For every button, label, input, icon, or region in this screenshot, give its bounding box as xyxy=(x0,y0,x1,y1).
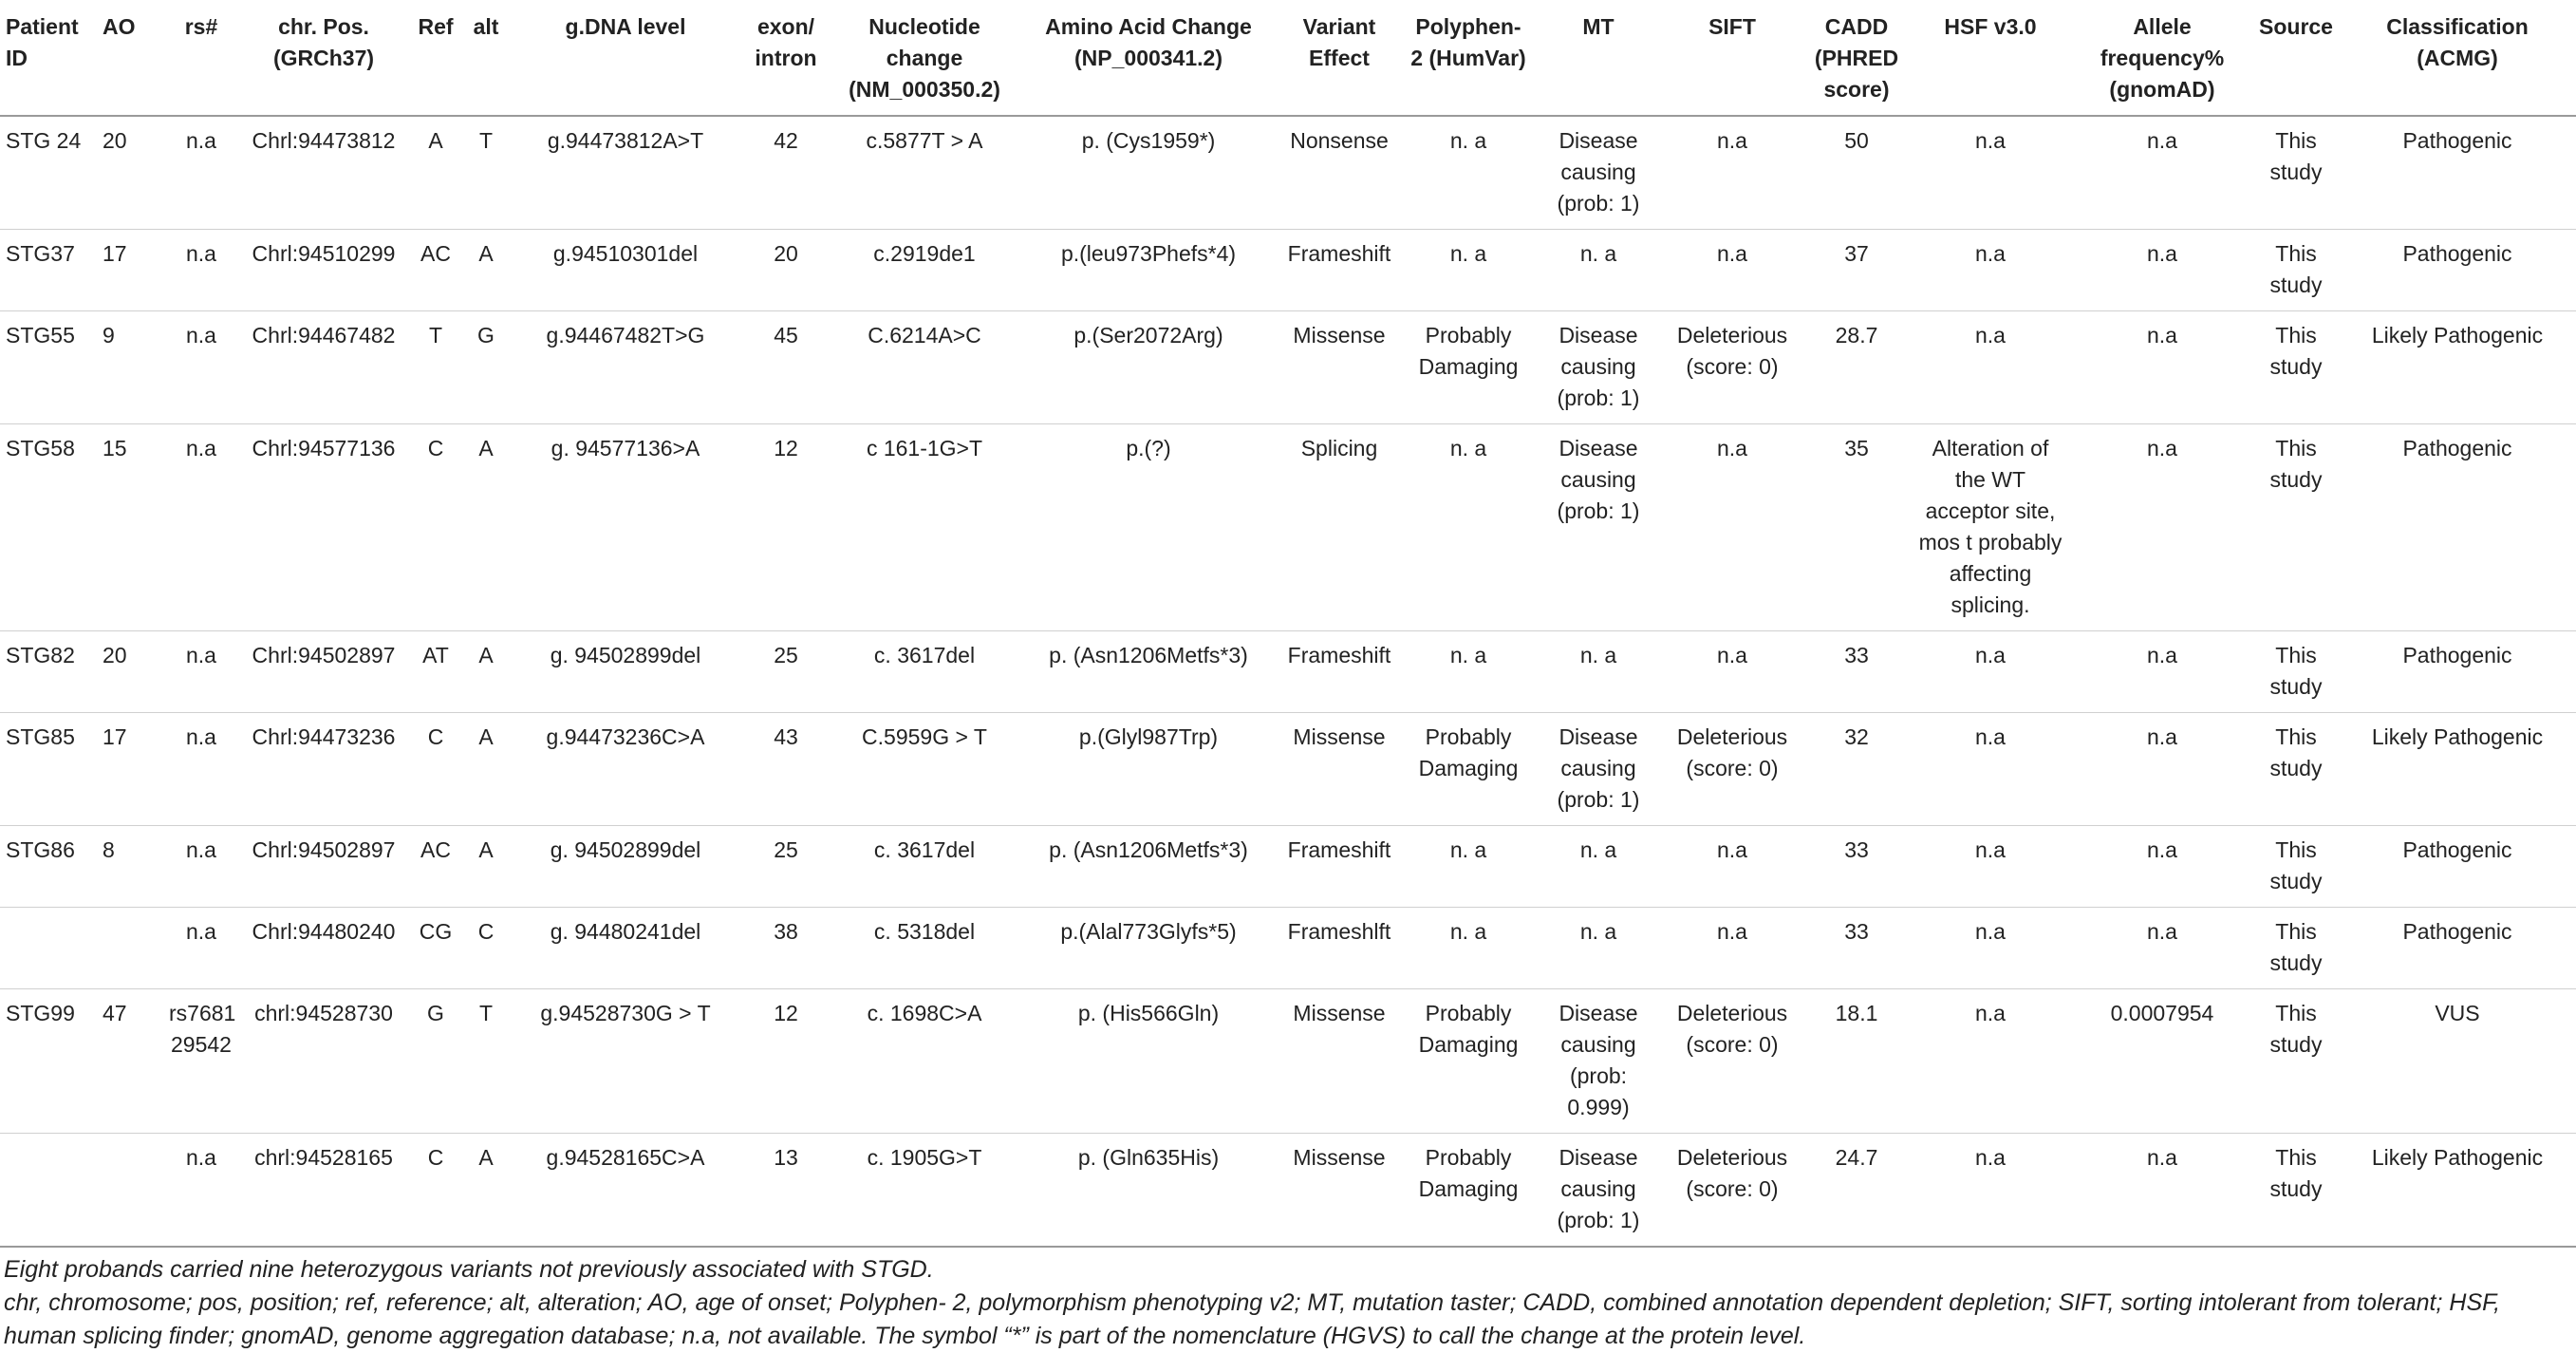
table-cell: T xyxy=(408,311,463,424)
table-cell: p.(Ser2072Arg) xyxy=(1019,311,1278,424)
table-cell: G xyxy=(463,311,509,424)
table-cell: 18.1 xyxy=(1803,989,1910,1134)
table-cell: g.94528165C>A xyxy=(509,1134,742,1248)
table-cell: Chrl:94480240 xyxy=(239,908,408,989)
table-cell: A xyxy=(463,713,509,826)
table-cell: Likely Pathogenic xyxy=(2339,1134,2576,1248)
table-cell: n.a xyxy=(2071,908,2253,989)
table-cell: p. (Asn1206Metfs*3) xyxy=(1019,631,1278,713)
table-cell: n.a xyxy=(1910,908,2071,989)
table-cell: g. 94502899del xyxy=(509,826,742,908)
table-cell: chrl:94528165 xyxy=(239,1134,408,1248)
table-cell: Chrl:94473236 xyxy=(239,713,408,826)
table-cell: A xyxy=(463,1134,509,1248)
header-cell: Polyphen- 2 (HumVar) xyxy=(1401,0,1536,116)
table-cell: c. 1698C>A xyxy=(830,989,1019,1134)
table-cell: 25 xyxy=(742,826,830,908)
header-cell: Allele frequency% (gnomAD) xyxy=(2071,0,2253,116)
table-cell: p.(Glyl987Trp) xyxy=(1019,713,1278,826)
table-cell: Likely Pathogenic xyxy=(2339,311,2576,424)
table-cell: 47 xyxy=(97,989,163,1134)
table-cell: g.94467482T>G xyxy=(509,311,742,424)
table-cell: C.6214A>C xyxy=(830,311,1019,424)
table-cell: g.94473812A>T xyxy=(509,116,742,230)
table-cell: STG 24 xyxy=(0,116,97,230)
table-cell: n.a xyxy=(163,631,239,713)
table-cell: n.a xyxy=(1910,989,2071,1134)
table-cell: 32 xyxy=(1803,713,1910,826)
table-cell: p. (Cys1959*) xyxy=(1019,116,1278,230)
table-cell: Pathogenic xyxy=(2339,908,2576,989)
header-cell: AO xyxy=(97,0,163,116)
table-cell: Pathogenic xyxy=(2339,230,2576,311)
table-cell: A xyxy=(408,116,463,230)
table-cell: 24.7 xyxy=(1803,1134,1910,1248)
table-cell: 9 xyxy=(97,311,163,424)
table-cell: n.a xyxy=(2071,311,2253,424)
table-cell: n.a xyxy=(1910,116,2071,230)
table-cell: G xyxy=(408,989,463,1134)
table-cell: n.a xyxy=(1661,631,1803,713)
table-cell: p.(leu973Phefs*4) xyxy=(1019,230,1278,311)
table-cell: n.a xyxy=(2071,826,2253,908)
table-cell: Pathogenic xyxy=(2339,116,2576,230)
table-cell: n. a xyxy=(1401,230,1536,311)
table-cell: Disease causing (prob: 1) xyxy=(1536,1134,1661,1248)
table-cell: 12 xyxy=(742,989,830,1134)
table-cell: n. a xyxy=(1536,230,1661,311)
table-cell: n.a xyxy=(2071,424,2253,631)
header-row xyxy=(0,0,2576,116)
table-cell: 20 xyxy=(97,116,163,230)
table-cell: n.a xyxy=(1661,230,1803,311)
table-cell: Chrl:94510299 xyxy=(239,230,408,311)
table-cell: chrl:94528730 xyxy=(239,989,408,1134)
table-cell: T xyxy=(463,116,509,230)
table-cell: rs7681 29542 xyxy=(163,989,239,1134)
table-cell: Likely Pathogenic xyxy=(2339,713,2576,826)
footnote-abbreviations: chr, chromosome; pos, position; ref, reference; alt, alteration; AO, age of onset; Polyphen- 2, polymorphism phenotyping v2; MT, mutation taster; CADD, combined annotation dependent depletion; SIFT, sorting intolerant from tolerant; HSF, human splicing finder; gnomAD, genome aggregation database; n.a, not available. The symbol “*” is part of the nomenclature (HGVS) to call the change at the protein level. xyxy=(4,1289,2501,1349)
table-cell: n.a xyxy=(163,713,239,826)
table-cell: p. (Asn1206Metfs*3) xyxy=(1019,826,1278,908)
table-cell: 37 xyxy=(1803,230,1910,311)
table-cell: n.a xyxy=(163,1134,239,1248)
table-cell: Frameshift xyxy=(1278,230,1401,311)
table-cell: c. 3617del xyxy=(830,826,1019,908)
table-cell: Disease causing (prob: 1) xyxy=(1536,116,1661,230)
table-cell: Disease causing (prob: 1) xyxy=(1536,424,1661,631)
table-row xyxy=(0,116,2576,230)
table-cell: Chrl:94502897 xyxy=(239,826,408,908)
table-cell: 45 xyxy=(742,311,830,424)
table-cell: n. a xyxy=(1401,826,1536,908)
table-cell: STG99 xyxy=(0,989,97,1134)
table-row xyxy=(0,311,2576,424)
table-cell: A xyxy=(463,424,509,631)
table-cell: C xyxy=(408,424,463,631)
table-cell: p. (His566Gln) xyxy=(1019,989,1278,1134)
table-cell: STG85 xyxy=(0,713,97,826)
table-cell: STG37 xyxy=(0,230,97,311)
table-row xyxy=(0,989,2576,1134)
table-cell: c.2919de1 xyxy=(830,230,1019,311)
header-cell: CADD (PHRED score) xyxy=(1803,0,1910,116)
table-cell: CG xyxy=(408,908,463,989)
table-cell: C xyxy=(408,1134,463,1248)
header-cell: alt xyxy=(463,0,509,116)
footnote-summary: Eight probands carried nine heterozygous variants not previously associated with STGD. xyxy=(4,1256,934,1283)
table-cell: n.a xyxy=(163,311,239,424)
table-cell: Disease causing (prob: 0.999) xyxy=(1536,989,1661,1134)
table-cell: 38 xyxy=(742,908,830,989)
table-cell: p. (Gln635His) xyxy=(1019,1134,1278,1248)
table-cell: 28.7 xyxy=(1803,311,1910,424)
table-cell: 17 xyxy=(97,230,163,311)
table-cell: 25 xyxy=(742,631,830,713)
table-cell: Deleterious (score: 0) xyxy=(1661,1134,1803,1248)
header-cell: chr. Pos.(GRCh37) xyxy=(239,0,408,116)
table-cell: g.94510301del xyxy=(509,230,742,311)
table-cell: 8 xyxy=(97,826,163,908)
header-cell: Nucleotide change (NM_000350.2) xyxy=(830,0,1019,116)
table-cell: g.94473236C>A xyxy=(509,713,742,826)
table-cell: 43 xyxy=(742,713,830,826)
header-cell: Variant Effect xyxy=(1278,0,1401,116)
table-cell: This study xyxy=(2253,713,2339,826)
table-cell: Probably Damaging xyxy=(1401,989,1536,1134)
table-footnotes xyxy=(0,1248,2576,1353)
table-cell: n.a xyxy=(163,424,239,631)
table-cell: Deleterious (score: 0) xyxy=(1661,311,1803,424)
table-cell: Frameshift xyxy=(1278,826,1401,908)
table-cell: g. 94577136>A xyxy=(509,424,742,631)
table-cell: This study xyxy=(2253,826,2339,908)
table-cell: 42 xyxy=(742,116,830,230)
table-cell: n.a xyxy=(1910,1134,2071,1248)
table-row xyxy=(0,713,2576,826)
table-cell: n. a xyxy=(1401,424,1536,631)
table-cell: 50 xyxy=(1803,116,1910,230)
table-cell: Disease causing (prob: 1) xyxy=(1536,311,1661,424)
table-cell: Deleterious (score: 0) xyxy=(1661,989,1803,1134)
table-cell: n. a xyxy=(1536,908,1661,989)
header-cell: rs# xyxy=(163,0,239,116)
table-cell: AC xyxy=(408,230,463,311)
table-cell: 17 xyxy=(97,713,163,826)
table-cell: This study xyxy=(2253,631,2339,713)
table-cell: Probably Damaging xyxy=(1401,311,1536,424)
table-cell: g.94528730G > T xyxy=(509,989,742,1134)
table-cell: n.a xyxy=(163,230,239,311)
table-cell: STG86 xyxy=(0,826,97,908)
table-cell: n.a xyxy=(2071,230,2253,311)
table-cell: g. 94502899del xyxy=(509,631,742,713)
table-cell: AC xyxy=(408,826,463,908)
table-cell: n. a xyxy=(1401,116,1536,230)
table-cell: 0.0007954 xyxy=(2071,989,2253,1134)
header-cell: Patient ID xyxy=(0,0,97,116)
table-cell: n. a xyxy=(1401,631,1536,713)
table-cell: This study xyxy=(2253,116,2339,230)
table-cell: C xyxy=(463,908,509,989)
table-cell: Nonsense xyxy=(1278,116,1401,230)
table-cell: A xyxy=(463,230,509,311)
table-row xyxy=(0,826,2576,908)
table-cell: A xyxy=(463,826,509,908)
table-cell: AT xyxy=(408,631,463,713)
header-cell: g.DNA level xyxy=(509,0,742,116)
table-cell: c 161-1G>T xyxy=(830,424,1019,631)
table-cell: n.a xyxy=(1910,311,2071,424)
table-row xyxy=(0,424,2576,631)
table-cell: STG58 xyxy=(0,424,97,631)
table-cell: This study xyxy=(2253,230,2339,311)
table-cell: n.a xyxy=(1910,230,2071,311)
table-cell: VUS xyxy=(2339,989,2576,1134)
table-cell: n.a xyxy=(163,116,239,230)
table-row xyxy=(0,230,2576,311)
table-cell: n. a xyxy=(1401,908,1536,989)
table-cell: T xyxy=(463,989,509,1134)
table-cell: n.a xyxy=(1661,908,1803,989)
table-cell: Pathogenic xyxy=(2339,826,2576,908)
table-cell: Alteration of the WT acceptor site, mos t probably affecting splicing. xyxy=(1910,424,2071,631)
table-cell: n.a xyxy=(163,826,239,908)
table-cell: c. 1905G>T xyxy=(830,1134,1019,1248)
table-cell: 33 xyxy=(1803,908,1910,989)
table-cell: 15 xyxy=(97,424,163,631)
table-cell: p.(Alal773Glyfs*5) xyxy=(1019,908,1278,989)
table-cell: Deleterious (score: 0) xyxy=(1661,713,1803,826)
table-cell: n.a xyxy=(163,908,239,989)
table-cell: This study xyxy=(2253,989,2339,1134)
table-cell: 33 xyxy=(1803,631,1910,713)
table-row xyxy=(0,908,2576,989)
table-cell: n.a xyxy=(2071,631,2253,713)
table-cell: Frameshift xyxy=(1278,631,1401,713)
table-cell: 33 xyxy=(1803,826,1910,908)
table-cell: 20 xyxy=(742,230,830,311)
table-cell: c. 3617del xyxy=(830,631,1019,713)
table-cell: Chrl:94577136 xyxy=(239,424,408,631)
table-cell: 12 xyxy=(742,424,830,631)
header-cell: HSF v3.0 xyxy=(1910,0,2071,116)
table-cell: n.a xyxy=(1910,631,2071,713)
table-cell: Missense xyxy=(1278,989,1401,1134)
table-cell: Missense xyxy=(1278,713,1401,826)
table-cell: Frameshlft xyxy=(1278,908,1401,989)
table-row xyxy=(0,1134,2576,1248)
table-cell: Probably Damaging xyxy=(1401,713,1536,826)
table-cell: Splicing xyxy=(1278,424,1401,631)
table-cell: This study xyxy=(2253,908,2339,989)
table-cell: c.5877T > A xyxy=(830,116,1019,230)
table-cell xyxy=(0,908,97,989)
table-cell: A xyxy=(463,631,509,713)
table-cell: Pathogenic xyxy=(2339,424,2576,631)
table-cell: 20 xyxy=(97,631,163,713)
table-cell: Chrl:94467482 xyxy=(239,311,408,424)
header-cell: SIFT xyxy=(1661,0,1803,116)
header-cell: Source xyxy=(2253,0,2339,116)
table-cell: n.a xyxy=(1661,826,1803,908)
table-row xyxy=(0,631,2576,713)
header-cell: Classification (ACMG) xyxy=(2339,0,2576,116)
header-cell: MT xyxy=(1536,0,1661,116)
table-cell: C xyxy=(408,713,463,826)
table-cell: n.a xyxy=(2071,116,2253,230)
table-cell: Chrl:94473812 xyxy=(239,116,408,230)
table-cell: Missense xyxy=(1278,311,1401,424)
table-cell: Probably Damaging xyxy=(1401,1134,1536,1248)
table-cell: n. a xyxy=(1536,826,1661,908)
table-cell: n.a xyxy=(1910,713,2071,826)
table-cell: Disease causing (prob: 1) xyxy=(1536,713,1661,826)
table-cell: This study xyxy=(2253,424,2339,631)
table-cell: n.a xyxy=(1910,826,2071,908)
table-cell: STG55 xyxy=(0,311,97,424)
table-cell: This study xyxy=(2253,1134,2339,1248)
table-cell: C.5959G > T xyxy=(830,713,1019,826)
header-cell: Ref xyxy=(408,0,463,116)
table-cell: n.a xyxy=(2071,713,2253,826)
header-cell: Amino Acid Change (NP_000341.2) xyxy=(1019,0,1278,116)
header-cell: exon/ intron xyxy=(742,0,830,116)
table-cell: n.a xyxy=(2071,1134,2253,1248)
table-cell xyxy=(0,1134,97,1248)
table-cell: This study xyxy=(2253,311,2339,424)
table-cell: Missense xyxy=(1278,1134,1401,1248)
table-body xyxy=(0,116,2576,1247)
table-cell: n.a xyxy=(1661,424,1803,631)
table-cell: Pathogenic xyxy=(2339,631,2576,713)
table-cell xyxy=(97,1134,163,1248)
table-cell: 13 xyxy=(742,1134,830,1248)
table-cell: n. a xyxy=(1536,631,1661,713)
table-cell: g. 94480241del xyxy=(509,908,742,989)
table-cell: n.a xyxy=(1661,116,1803,230)
table-cell: STG82 xyxy=(0,631,97,713)
table-cell: c. 5318del xyxy=(830,908,1019,989)
table-cell xyxy=(97,908,163,989)
table-cell: p.(?) xyxy=(1019,424,1278,631)
table-cell: 35 xyxy=(1803,424,1910,631)
table-cell: Chrl:94502897 xyxy=(239,631,408,713)
